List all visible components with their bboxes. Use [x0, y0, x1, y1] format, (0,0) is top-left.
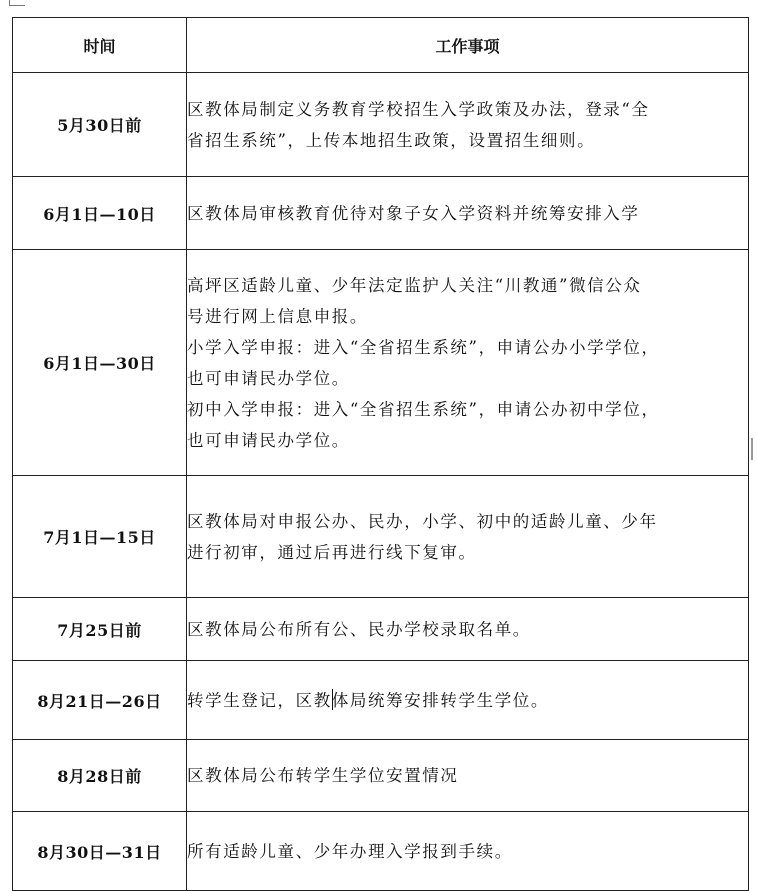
row-work-item: [187, 740, 749, 812]
work-item-text: 转学生登记，区教: [187, 690, 332, 710]
table-row: [13, 73, 749, 177]
row-work-item: [187, 177, 749, 250]
work-item-line: 区教体局对申报公办、民办，小学、初中的适龄儿童、少年: [187, 511, 658, 531]
work-item-line: 区教体局审核教育优待对象子女入学资料并统筹安排入学: [187, 203, 640, 223]
row-time: 8月28日前: [13, 740, 187, 812]
table-row: [13, 598, 749, 661]
row-time: 5月30日前: [13, 73, 187, 177]
work-item-line: 省招生系统”，上传本地招生政策，设置招生细则。: [187, 130, 596, 150]
row-time: 6月1日—30日: [13, 250, 187, 476]
row-work-item: [187, 812, 749, 891]
table-row: [13, 177, 749, 250]
work-item-line: 进行初审，通过后再进行线下复审。: [187, 542, 477, 562]
work-item-line: 也可申请民办学位。: [187, 430, 350, 450]
table-header-row: [13, 18, 749, 73]
row-time: 7月1日—15日: [13, 476, 187, 598]
work-item-text: 体局统筹安排转学生学位。: [331, 690, 550, 710]
row-time: 8月30日—31日: [13, 812, 187, 891]
work-item-line: 所有适龄儿童、少年办理入学报到手续。: [187, 841, 513, 861]
work-item-line: 小学入学申报：进入“全省招生系统”，申请公办小学学位，: [187, 337, 660, 357]
row-work-item: [187, 73, 749, 177]
table-row: [13, 812, 749, 891]
table-row: [13, 476, 749, 598]
work-item-line: 也可申请民办学位。: [187, 368, 350, 388]
work-item-line: [187, 685, 748, 716]
enrollment-schedule-table: [12, 17, 749, 891]
row-time: 6月1日—10日: [13, 177, 187, 250]
header-time: 时间: [13, 18, 187, 73]
page-corner-mark: [9, 0, 25, 6]
work-item-line: 高坪区适龄儿童、少年法定监护人关注“川教通”微信公众: [187, 275, 642, 295]
row-work-item: [187, 661, 749, 740]
table-row: [13, 661, 749, 740]
work-item-line: 区教体局公布转学生学位安置情况: [187, 766, 459, 785]
row-work-item: [187, 476, 749, 598]
work-item-line: 初中入学申报：进入“全省招生系统”，申请公办初中学位，: [187, 399, 660, 419]
table-row: [13, 250, 749, 476]
row-work-item: [187, 250, 749, 476]
work-item-line: 区教体局制定义务教育学校招生入学政策及办法，登录“全: [187, 99, 650, 119]
row-time: 8月21日—26日: [13, 661, 187, 740]
work-item-line: 号进行网上信息申报。: [187, 306, 368, 326]
work-item-line: 区教体局公布所有公、民办学校录取名单。: [187, 619, 531, 639]
table-row: [13, 740, 749, 812]
row-work-item: [187, 598, 749, 661]
header-work-item: 工作事项: [187, 18, 749, 73]
scroll-indicator: [751, 438, 753, 460]
row-time: 7月25日前: [13, 598, 187, 661]
